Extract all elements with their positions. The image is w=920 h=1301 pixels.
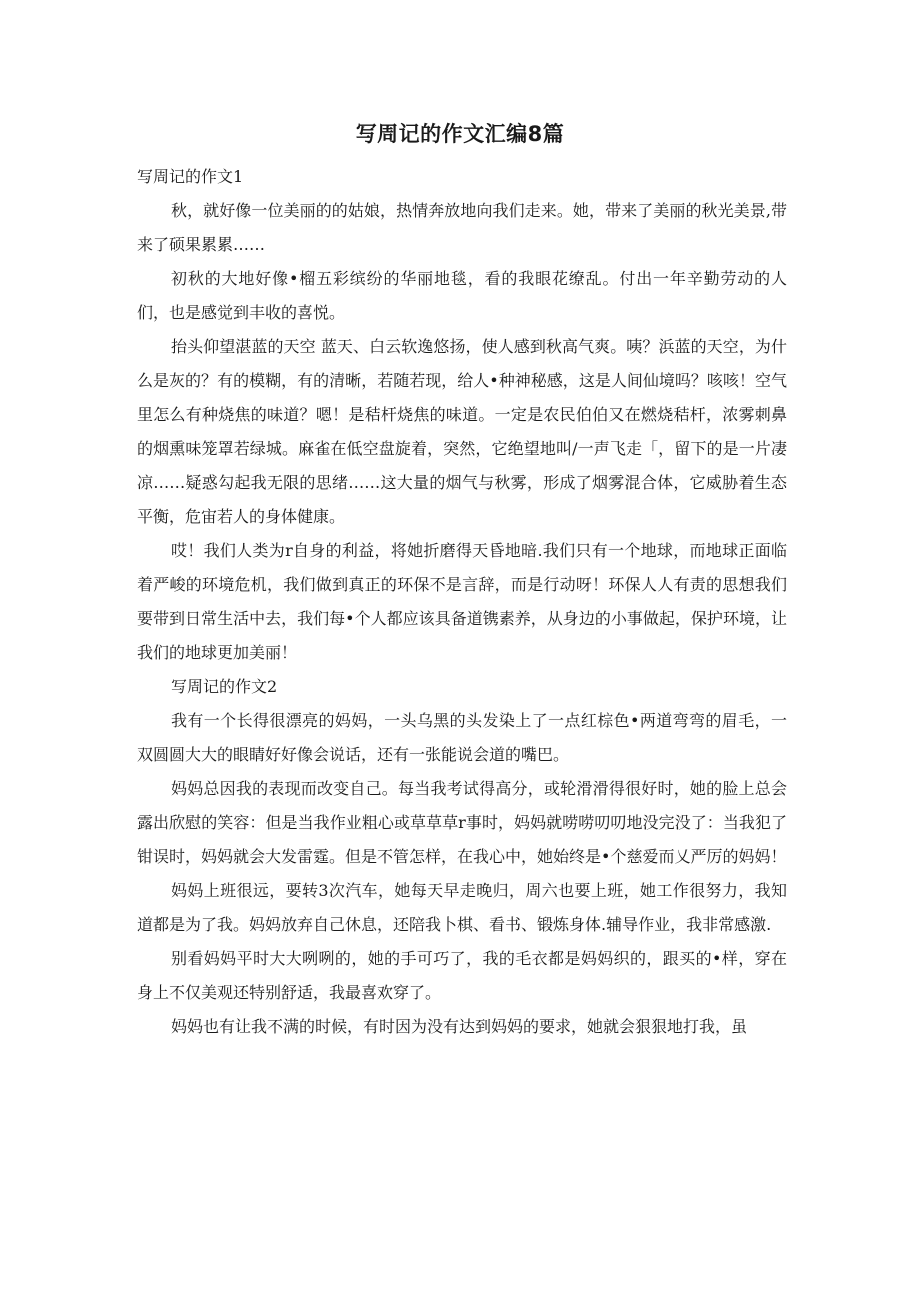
paragraph: 我有一个长得很漂亮的妈妈，一头乌黑的头发染上了一点红棕色•两道弯弯的眉毛，一双圆圆大大的眼睛好好像会说话，还有一张能说会道的嘴巴。	[137, 711, 787, 764]
paragraph: 秋，就好像一位美丽的的姑娘，热情奔放地向我们走来。她，带来了美丽的秋光美景,带来了硕果累累……	[137, 201, 787, 254]
paragraph: 别看妈妈平时大大咧咧的，她的手可巧了，我的毛衣都是妈妈织的，跟买的•样，穿在身上不仅美观还特别舒适，我最喜欢穿了。	[137, 949, 787, 1002]
document-body	[137, 160, 787, 1044]
section-heading: 写周记的作文1	[137, 167, 244, 186]
paragraph: 哎！我们人类为r自身的利益，将她折磨得天昏地暗.我们只有一个地球，而地球正面临着严峻的环境危机，我们做到真正的环保不是言辞，而是行动呀！环保人人有责的思想我们要带到日常生活中去，我们每•个人都应该具备道镌素养，从身边的小事做起，保护环境，让我们的地球更加美丽！	[137, 541, 787, 662]
paragraph: 初秋的大地好像•榴五彩缤纷的华丽地毯，看的我眼花缭乱。付出一年辛勤劳动的人们，也是感觉到丰收的喜悦。	[137, 269, 787, 322]
paragraph: 妈妈上班很远，要转3次汽车，她每天早走晚归，周六也要上班，她工作很努力，我知道都是为了我。妈妈放弃自己休息，还陪我卜棋、看书、锻炼身体.辅导作业，我非常感激.	[137, 881, 787, 934]
paragraph: 妈妈总因我的表现而改变自己。每当我考试得高分，或轮滑滑得很好时，她的脸上总会露出欣慰的笑容：但是当我作业粗心或草草草r事时，妈妈就唠唠叨叨地没完没了：当我犯了钳误时，妈妈就会大发雷霆。但是不管怎样，在我心中，她始终是•个慈爱而乂严厉的妈妈！	[137, 779, 787, 866]
page-title: 写周记的作文汇编8篇	[355, 122, 565, 146]
section-heading: 写周记的作文2	[171, 677, 278, 696]
paragraph: 妈妈也有让我不满的时候，有时因为没有达到妈妈的要求，她就会狠狠地打我，虽	[171, 1017, 748, 1036]
paragraph: 抬头仰望湛蓝的天空 蓝天、白云软逸悠扬，使人感到秋高气爽。咦？浜蓝的天空，为什么是灰的？有的模糊，有的清晰，若随若现，给人•种神秘感，这是人间仙境吗？咳咳！空气里怎么有种烧焦的味道？嗯！是秸杆烧焦的味道。一定是农民伯伯又在燃烧秸杆，浓雾刺鼻的烟熏味笼罩若绿城。麻雀在低空盘旋着，突然，它绝望地叫/一声飞走「，留下的是一片凄凉……疑惑勾起我无限的思绪……这大量的烟气与秋雾，形成了烟雾混合体，它威胁着生态平衡，危宙若人的身体健康。	[137, 337, 787, 526]
